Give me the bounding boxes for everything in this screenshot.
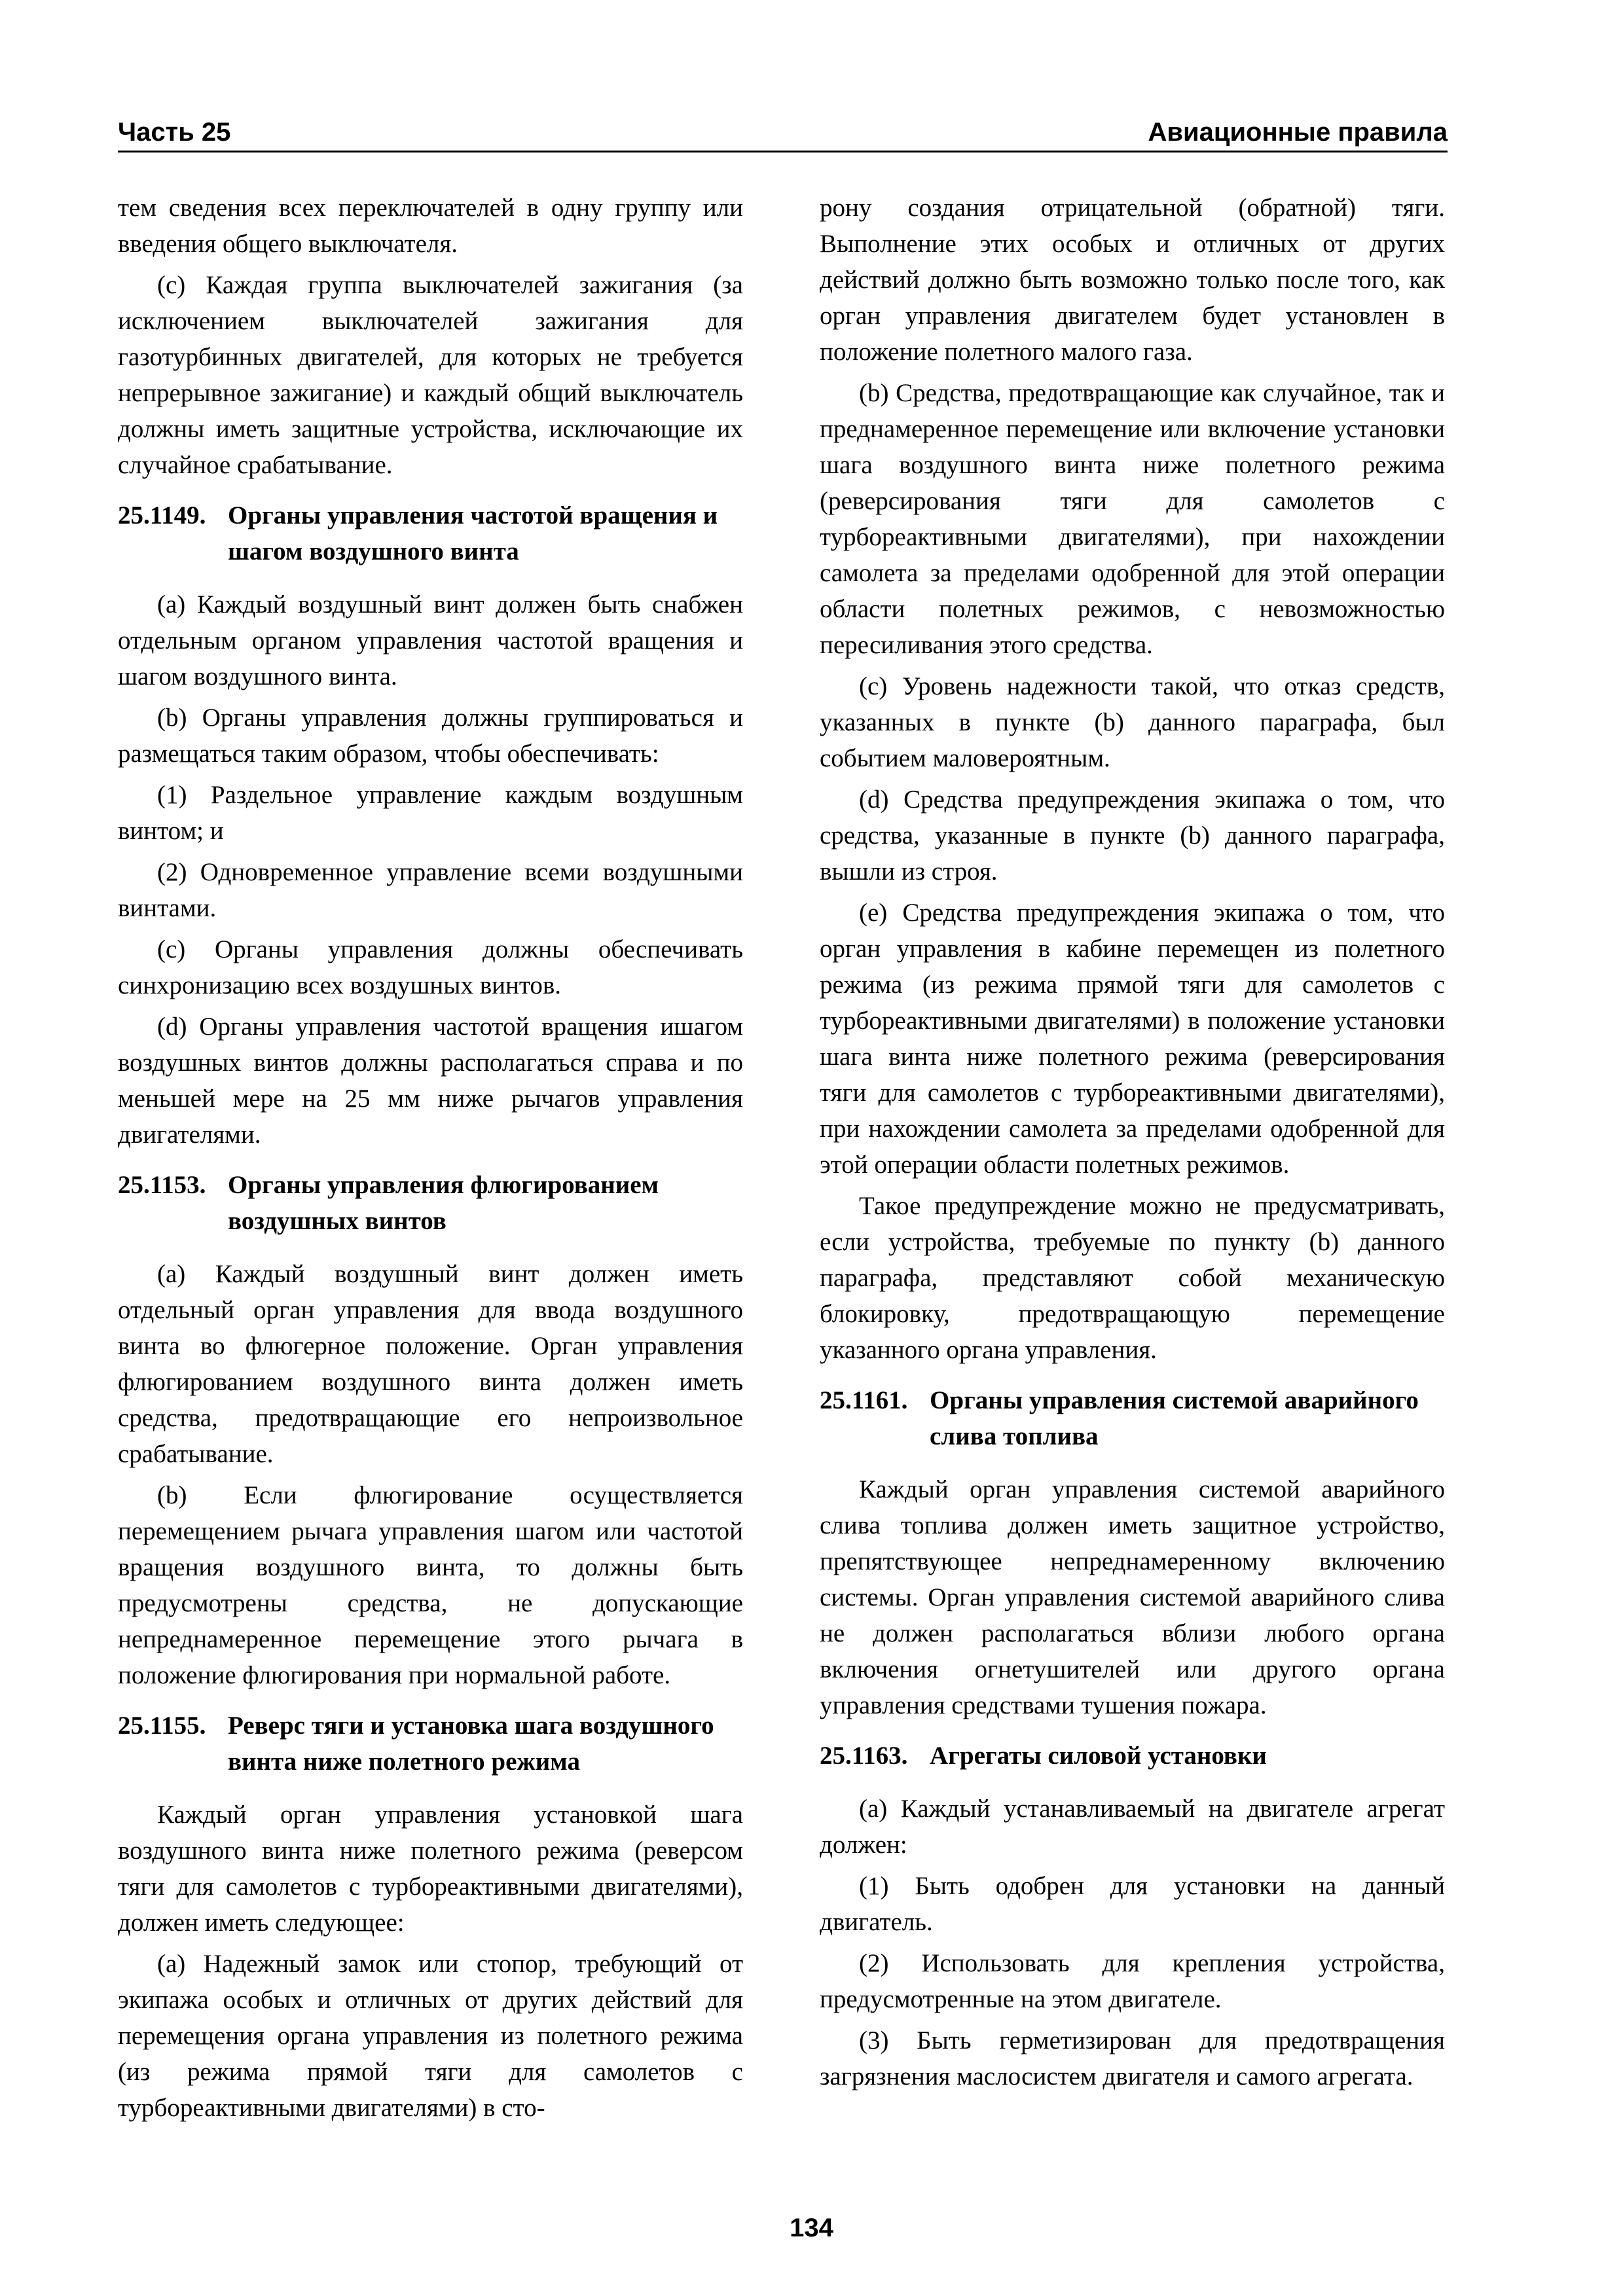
section-heading <box>118 1708 743 1780</box>
section-heading <box>118 497 743 569</box>
section-heading <box>118 1167 743 1239</box>
paragraph: (d) Органы управления частотой вращения ишагом воздушных винтов должны располагаться справа и по меньшей мере на 25 мм ниже рычагов управления двигателями. <box>118 1013 743 1149</box>
section-number: 25.1153. <box>118 1171 206 1199</box>
paragraph: (c) Уровень надежности такой, что отказ средств, указанных в пункте (b) данного параграфа, был событием маловероятным. <box>820 672 1445 772</box>
paragraph: (a) Каждый устанавливаемый на двигателе агрегат должен: <box>820 1795 1445 1859</box>
paragraph: (b) Если флюгирование осуществляется перемещением рычага управления шагом или частотой вращения воздушного винта, то должны быть предусмотрены средства, не допускающие непреднамеренное перемещение этого рычага в положение флюгирования при нормальной работе. <box>118 1481 743 1689</box>
paragraph: тем сведения всех переключателей в одну группу или введения общего выключателя. <box>118 194 743 258</box>
paragraph: (c) Органы управления должны обеспечивать синхронизацию всех воздушных винтов. <box>118 935 743 999</box>
paragraph: (a) Надежный замок или стопор, требующий от экипажа особых и отличных от других действий для перемещения органа управления из полетного режима (из режима прямой тяги для самолетов с турбореактивными двигателями) в сто- <box>118 1950 743 2122</box>
paragraph: (b) Средства, предотвращающие как случайное, так и преднамеренное перемещение или включение установки шага воздушного винта ниже полетного режима (реверсирования тяги для самолетов с турбореактивными двигателями), при нахождении самолета за пределами одобренной для этой операции области полетных режимов, с невозможностью пересиливания этого средства. <box>820 379 1445 659</box>
paragraph: (3) Быть герметизирован для предотвращения загрязнения маслосистем двигателя и самого агрегата. <box>820 2026 1445 2090</box>
section-title: Реверс тяги и установка шага воздушного винта ниже полетного режима <box>228 1712 714 1776</box>
paragraph: Каждый орган управления установкой шага воздушного винта ниже полетного режима (реверсом тяги для самолетов с турбореактивными двигателями), должен иметь следующее: <box>118 1801 743 1937</box>
section-title: Органы управления флюгированием воздушных винтов <box>228 1171 659 1235</box>
section-number: 25.1161. <box>820 1386 908 1414</box>
paragraph: (2) Использовать для крепления устройства, предусмотренные на этом двигателе. <box>820 1949 1445 2013</box>
paragraph: Каждый орган управления системой аварийного слива топлива должен иметь защитное устройство, препятствующее непреднамеренному включению системы. Орган управления системой аварийного слива не должен располагаться вблизи любого органа включения огнетушителей или другого органа управления средствами тушения пожара. <box>820 1475 1445 1719</box>
section-title: Органы управления частотой вращения и шагом воздушного винта <box>228 501 718 565</box>
left-column <box>118 190 743 2131</box>
paragraph: (a) Каждый воздушный винт должен иметь отдельный орган управления для ввода воздушного винта во флюгерное положение. Орган управления флюгированием воздушного винта должен иметь средства, предотвращающие его непроизвольное срабатывание. <box>118 1260 743 1468</box>
paragraph: (d) Средства предупреждения экипажа о том, что средства, указанные в пункте (b) данного параграфа, вышли из строя. <box>820 785 1445 886</box>
page-number: 134 <box>790 2214 833 2242</box>
paragraph: (2) Одновременное управление всеми воздушными винтами. <box>118 858 743 922</box>
section-title: Органы управления системой аварийного слива топлива <box>930 1386 1419 1450</box>
section-title: Агрегаты силовой установки <box>930 1742 1267 1770</box>
section-number: 25.1163. <box>820 1742 908 1770</box>
paragraph: (b) Органы управления должны группироваться и размещаться таким образом, чтобы обеспечивать: <box>118 704 743 768</box>
section-number: 25.1149. <box>118 501 206 529</box>
section-number: 25.1155. <box>118 1712 206 1740</box>
header-title: Авиационные правила <box>1148 118 1448 147</box>
header-rule <box>118 151 1448 152</box>
paragraph: (e) Средства предупреждения экипажа о том, что орган управления в кабине перемещен из полетного режима (из режима прямой тяги для самолетов с турбореактивными двигателями) в положение установки шага винта ниже полетного режима (реверсирования тяги для самолетов с турбореактивными двигателями), при нахождении самолета за пределами одобренной для этой операции области полетных режимов. <box>820 899 1445 1179</box>
header-part-label: Часть 25 <box>118 118 231 147</box>
paragraph: (1) Раздельное управление каждым воздушным винтом; и <box>118 781 743 845</box>
right-column <box>820 190 1445 2100</box>
paragraph: (a) Каждый воздушный винт должен быть снабжен отдельным органом управления частотой вращения и шагом воздушного винта. <box>118 590 743 691</box>
paragraph: (1) Быть одобрен для установки на данный двигатель. <box>820 1872 1445 1936</box>
paragraph: рону создания отрицательной (обратной) тяги. Выполнение этих особых и отличных от других действий должно быть возможно только после того, как орган управления двигателем будет установлен в положение полетного малого газа. <box>820 194 1445 366</box>
section-heading <box>820 1382 1445 1454</box>
section-heading <box>820 1738 1445 1774</box>
paragraph: (c) Каждая группа выключателей зажигания (за исключением выключателей зажигания для газотурбинных двигателей, для которых не требуется непрерывное зажигание) и каждый общий выключатель должны иметь защитные устройства, исключающие их случайное срабатывание. <box>118 271 743 479</box>
paragraph: Такое предупреждение можно не предусматривать, если устройства, требуемые по пункту (b) данного параграфа, представляют собой механическую блокировку, предотвращающую перемещение указанного органа управления. <box>820 1192 1445 1364</box>
